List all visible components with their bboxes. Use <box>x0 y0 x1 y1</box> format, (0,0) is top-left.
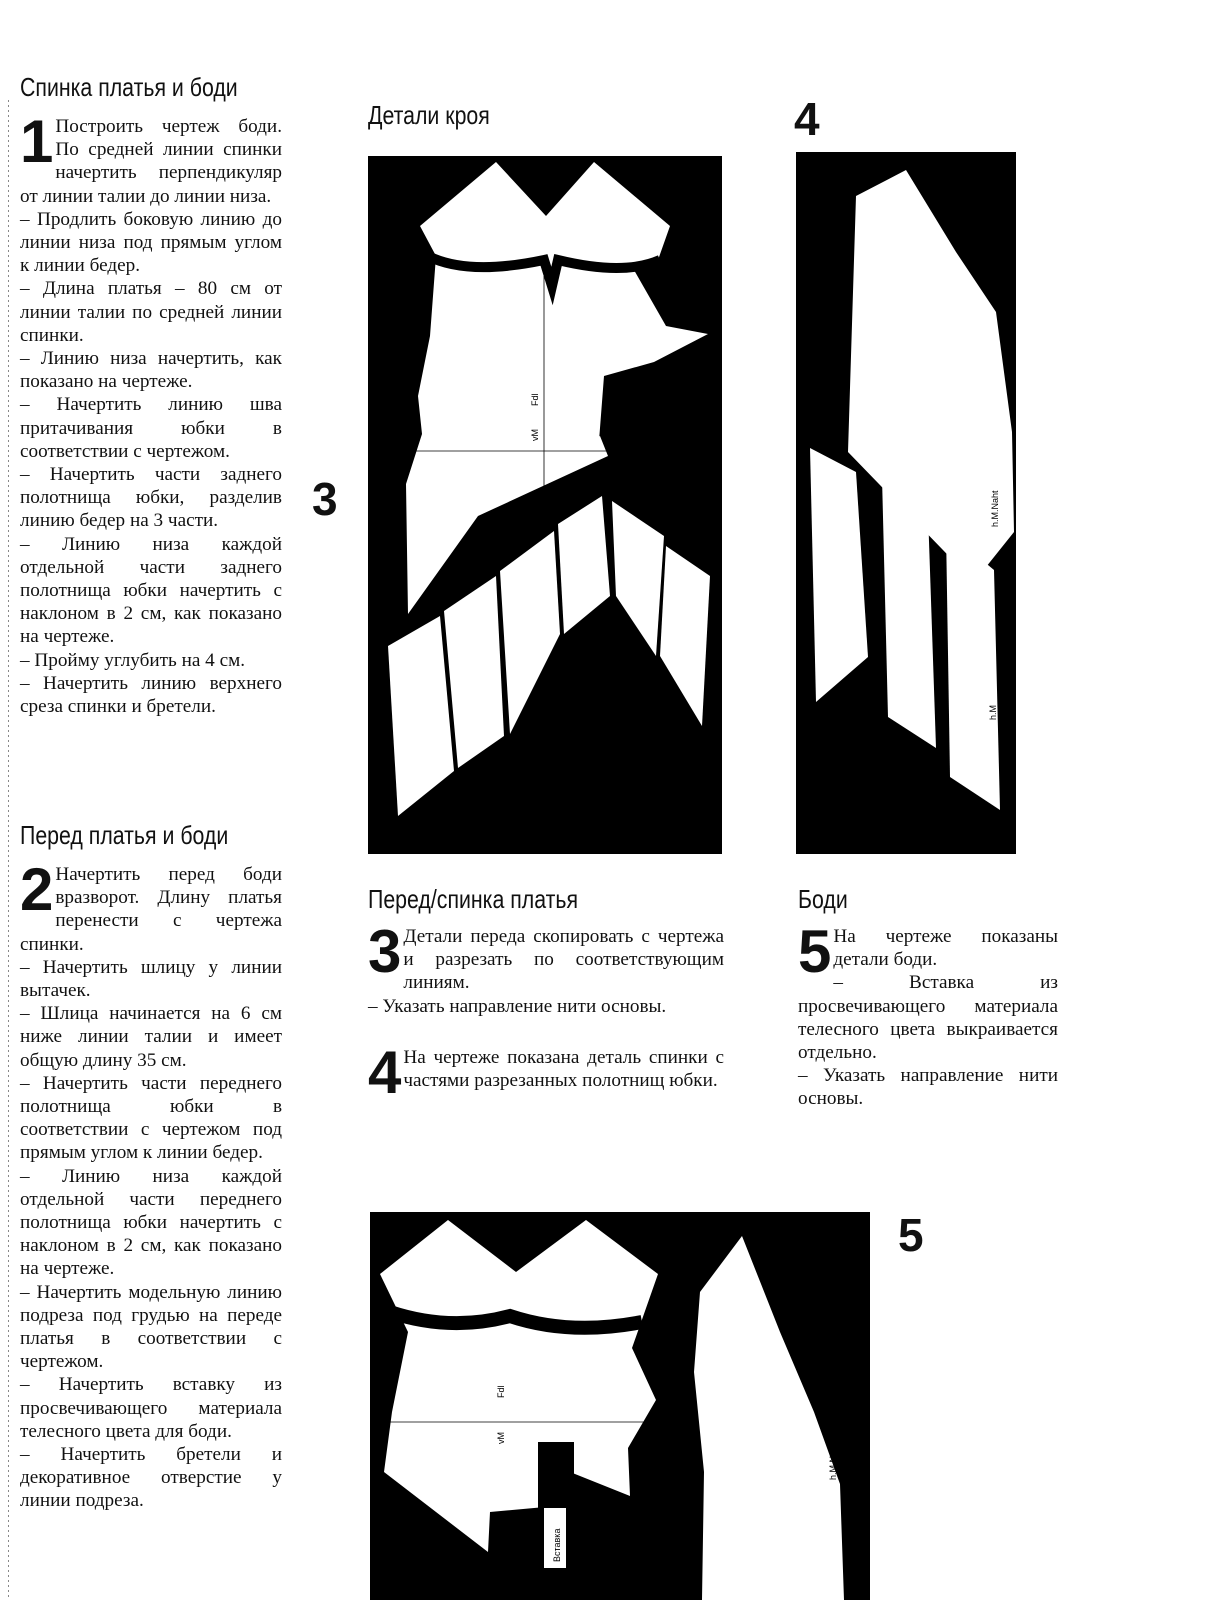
step1-line: – Длина платья – 80 см от линии талии по средней линии спинки. <box>20 278 282 346</box>
step5-line: – Вставка из просвечивающего материала телесного цвета выкраивается отдельно. <box>798 972 1058 1064</box>
step1-line: – Линию низа начертить, как показано на чертеже. <box>20 348 282 393</box>
vstavka-label: Вставка <box>552 1528 562 1562</box>
figure-4-pattern <box>796 152 1016 854</box>
vm-label: vM <box>496 1432 506 1444</box>
step2-line: – Шлица начинается на 6 см ниже линии талии и имеет общую длину 35 см. <box>20 1003 282 1071</box>
page-edge-dots <box>8 100 9 1600</box>
step1-number: 1 <box>20 108 54 175</box>
step5-number: 5 <box>798 918 832 985</box>
skirt-panel <box>660 546 710 726</box>
section-heading-back: Спинка платья и боди <box>20 72 238 102</box>
figure-5-number: 5 <box>898 1209 924 1261</box>
step3-number: 3 <box>368 918 402 985</box>
details-title-wrap <box>368 100 517 131</box>
right-column <box>798 884 1058 1111</box>
figure-5-pattern <box>370 1212 870 1600</box>
step5-line: На чертеже показаны детали боди. <box>833 926 1058 971</box>
step2-number: 2 <box>20 856 54 923</box>
step1-text <box>20 108 282 718</box>
skirt-panel <box>946 530 1000 810</box>
step2-line: – Начертить шлицу у линии вытачек. <box>20 956 282 1002</box>
step2-line: – Начертить вставку из просвечивающего материала телесного цвета для боди. <box>20 1374 282 1442</box>
back-piece <box>694 1236 844 1600</box>
step5-text <box>798 918 1058 1111</box>
step4-line: На чертеже показана деталь спинки с частями разрезанных полотнищ юбки. <box>403 1046 724 1092</box>
left-column-2 <box>20 820 282 1513</box>
skirt-panel <box>810 448 868 702</box>
skirt-panel <box>500 531 560 734</box>
figure-4-number: 4 <box>794 93 820 145</box>
step1-line: – Продлить боковую линию до линии низа под прямым углом к линии бедер. <box>20 208 282 277</box>
section-heading-dress: Перед/спинка платья <box>368 884 579 914</box>
fdl-label: Fdl <box>530 393 540 406</box>
step4-number: 4 <box>368 1038 402 1106</box>
hmnaht-label: h.M.Naht <box>990 490 1000 527</box>
hm-label: h.M <box>988 704 998 720</box>
skirt-panel <box>388 616 454 816</box>
step3-line: Детали переда скопировать с чертежа и разрезать по соответствующим линиям. <box>403 926 724 994</box>
step1-line: – Начертить линию шва притачивания юбки в соответствии с чертежом. <box>20 394 282 462</box>
step2-line: Начертить перед боди вразворот. Длину платья перенести с чертежа спинки. <box>20 864 282 955</box>
skirt-panel <box>558 496 610 634</box>
section-heading-body: Боди <box>798 884 848 914</box>
step2-line: – Линию низа каждой отдельной части переднего полотнища юбки начертить с наклоном в 2 см, как показано на чертеже. <box>20 1165 282 1280</box>
hmnaht-label: h.M.Naht <box>828 1443 838 1480</box>
skirt-panel <box>882 477 936 748</box>
step1-line: – Начертить части заднего полотнища юбки, разделив линию бедер на 3 части. <box>20 464 282 532</box>
step5-line: – Указать направление нити основы. <box>798 1065 1058 1110</box>
left-column <box>20 72 282 718</box>
vm-label: vM <box>530 429 540 441</box>
skirt-panel <box>612 501 664 656</box>
step1-line: – Пройму углубить на 4 см. <box>20 649 246 671</box>
step1-line: Построить чертеж боди. По средней линии спинки начертить перпендикуляр от линии талии до линии низа. <box>20 116 282 207</box>
step2-text <box>20 856 282 1513</box>
step2-line: – Начертить части переднего полотнища юбки в соответствии с чертежом под прямым углом к линии бедер. <box>20 1072 282 1164</box>
step1-line: – Линию низа каждой отдельной части заднего полотнища юбки начертить с наклоном в 2 см, как показано на чертеже. <box>20 533 282 648</box>
step2-line: – Начертить бретели и декоративное отверстие у линии подреза. <box>20 1444 282 1512</box>
step1-line: – Начертить линию верхнего среза спинки и бретели. <box>20 672 282 718</box>
step4-text <box>368 1038 724 1106</box>
mid-column <box>368 884 724 1106</box>
fdl-label: Fdl <box>496 1385 506 1398</box>
skirt-panel <box>444 576 504 768</box>
step3-text <box>368 918 724 1018</box>
step3-line: – Указать направление нити основы. <box>368 995 667 1017</box>
step2-line: – Начертить модельную линию подреза под грудью на переде платья в соответствии с чертежом. <box>20 1281 282 1373</box>
details-title: Детали кроя <box>368 100 490 130</box>
section-heading-front: Перед платья и боди <box>20 820 229 850</box>
bodice-front-piece <box>380 1220 658 1552</box>
figure-3-pattern <box>368 156 722 854</box>
figure-3-number: 3 <box>312 473 338 525</box>
